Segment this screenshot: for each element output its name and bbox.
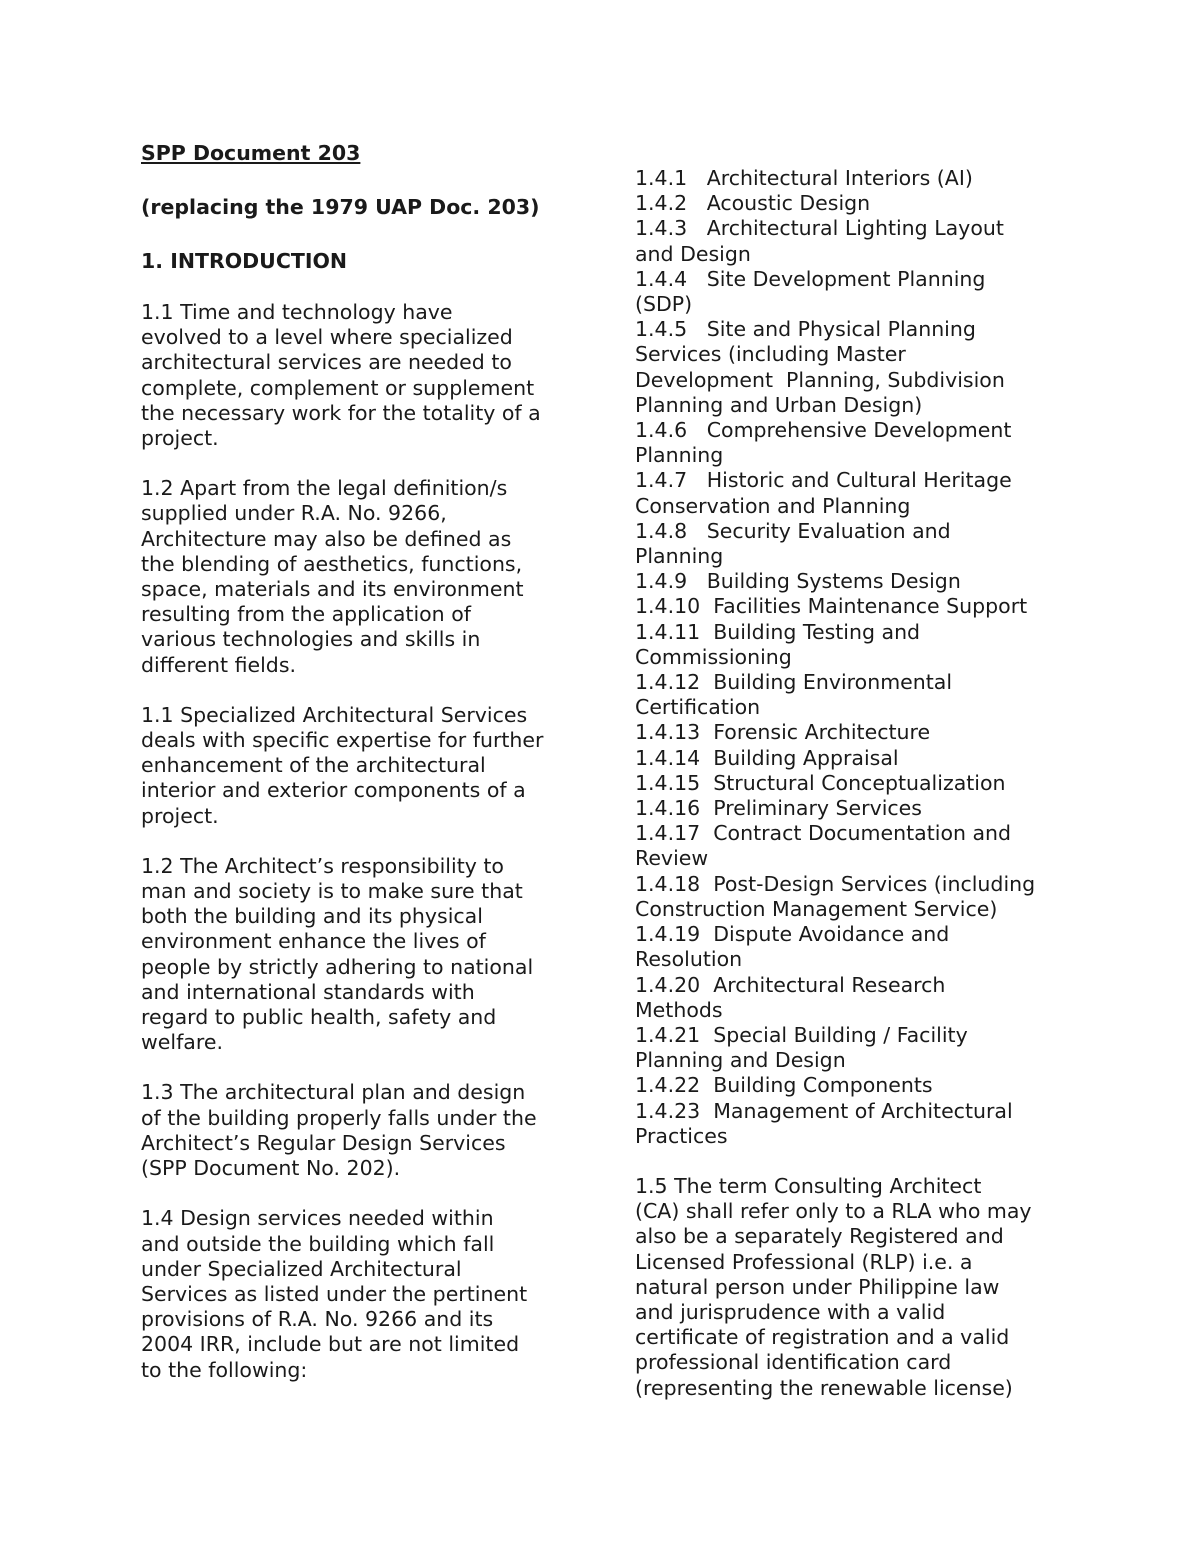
list-item: 1.4.8 Security Evaluation and Planning: [635, 518, 951, 569]
document-title: SPP Document 203: [141, 141, 361, 165]
list-item: 1.4.12 Building Environmental Certification: [635, 670, 953, 720]
list-item: 1.4.4 Site Development Planning (SDP): [635, 266, 986, 317]
right-column: [635, 166, 1075, 1401]
paragraph: 1.2 Apart from the legal definition/s supplied under R.A. No. 9266, Architecture may also be defined as the blending of aesthetics, functions, space, materials and its environment resulting from the application of various technologies and skills in different fields.: [141, 476, 524, 677]
section-heading: 1. INTRODUCTION: [141, 249, 348, 273]
paragraph: 1.1 Time and technology have evolved to a level where specialized architectural services are needed to complete, complement or supplement the necessary work for the totality of a project.: [141, 300, 541, 451]
list-item: 1.4.23 Management of Architectural Practices: [635, 1098, 1013, 1148]
list-item: 1.4.13 Forensic Architecture: [635, 720, 931, 745]
list-item: 1.4.17 Contract Documentation and Review: [635, 821, 1012, 871]
list-item: 1.4.16 Preliminary Services: [635, 796, 922, 821]
list-item: 1.4.20 Architectural Research Methods: [635, 972, 946, 1022]
list-item: 1.4.3 Architectural Lighting Layout and Design: [635, 216, 1004, 266]
list-item: 1.4.5 Site and Physical Planning Services (including Master Development Planning, Subdivision Planning and Urban Design): [635, 317, 1005, 417]
list-item: 1.4.14 Building Appraisal: [635, 745, 899, 770]
list-item: 1.4.18 Post-Design Services (including Construction Management Service): [635, 871, 1036, 921]
list-item: 1.4.22 Building Components: [635, 1073, 933, 1098]
list-item: 1.4.10 Facilities Maintenance Support: [635, 594, 1028, 619]
services-list: [635, 166, 1075, 1149]
list-item: 1.4.21 Special Building / Facility Planning and Design: [635, 1022, 968, 1073]
list-item: 1.4.11 Building Testing and Commissioning: [635, 619, 921, 669]
paragraph: 1.3 The architectural plan and design of the building properly falls under the Architect’s Regular Design Services (SPP Document No. 202).: [141, 1080, 537, 1181]
left-column: [141, 140, 581, 1383]
list-item: 1.4.1 Architectural Interiors (AI): [635, 166, 973, 190]
document-subtitle: (replacing the 1979 UAP Doc. 203): [141, 195, 540, 219]
list-item: 1.4.19 Dispute Avoidance and Resolution: [635, 922, 950, 972]
list-item: 1.4.15 Structural Conceptualization: [635, 770, 1006, 795]
list-item: 1.4.2 Acoustic Design: [635, 191, 871, 216]
list-item: 1.4.7 Historic and Cultural Heritage Conservation and Planning: [635, 468, 1012, 518]
paragraph: 1.2 The Architect’s responsibility to man and society is to make sure that both the building and its physical environment enhance the lives of people by strictly adhering to national and international standards with regard to public health, safety and welfare.: [141, 853, 534, 1055]
paragraph: 1.4 Design services needed within and outside the building which fall under Specialized Architectural Services as listed under the pertinent provisions of R.A. No. 9266 and its 2004 IRR, include but are not limited to the following:: [141, 1206, 528, 1382]
paragraph: 1.1 Specialized Architectural Services deals with specific expertise for further enhancement of the architectural interior and exterior components of a project.: [141, 702, 544, 828]
list-item: 1.4.6 Comprehensive Development Planning: [635, 418, 1012, 468]
paragraph: 1.5 The term Consulting Architect (CA) shall refer only to a RLA who may also be a separately Registered and Licensed Professional (RLP) i.e. a natural person under Philippine law and jurisprudence with a valid certificate of registration and a valid professional identification card (representing the renewable license): [635, 1173, 1032, 1400]
list-item: 1.4.9 Building Systems Design: [635, 569, 961, 594]
